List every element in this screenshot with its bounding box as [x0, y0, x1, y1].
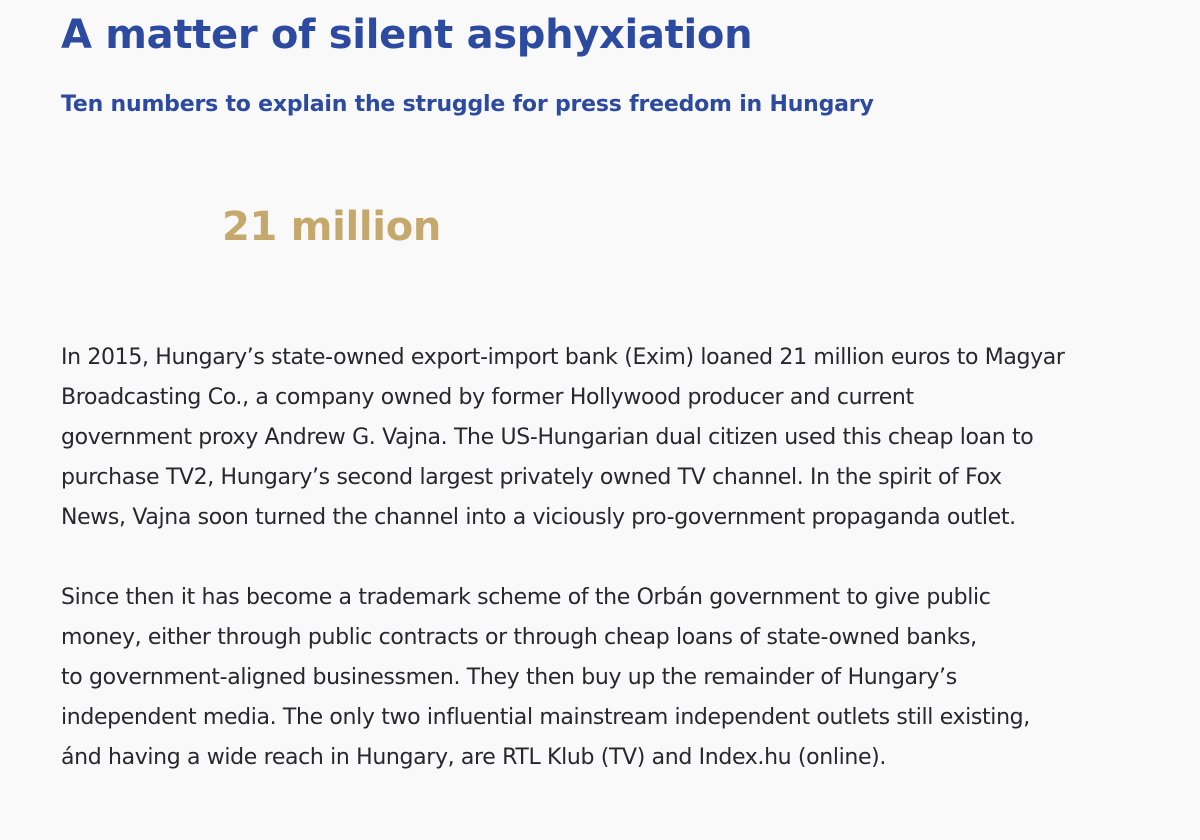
paragraph-line: government proxy Andrew G. Vajna. The US-Hungarian dual citizen used this cheap loan to	[61, 425, 1034, 450]
page-subtitle: Ten numbers to explain the struggle for press freedom in Hungary	[61, 92, 874, 117]
paragraph-line: Since then it has become a trademark scheme of the Orbán government to give public	[61, 585, 991, 610]
paragraph-line: to government-aligned businessmen. They then buy up the remainder of Hungary’s	[61, 665, 957, 690]
paragraph-1	[61, 338, 1171, 538]
stat-highlight: 21 million	[222, 204, 442, 250]
paragraph-2	[61, 578, 1171, 778]
paragraph-line: In 2015, Hungary’s state-owned export-import bank (Exim) loaned 21 million euros to Magyar	[61, 345, 1065, 370]
paragraph-line: Broadcasting Co., a company owned by former Hollywood producer and current	[61, 385, 914, 410]
paragraph-line: ánd having a wide reach in Hungary, are RTL Klub (TV) and Index.hu (online).	[61, 745, 887, 770]
page-title: A matter of silent asphyxiation	[61, 12, 753, 58]
paragraph-line: independent media. The only two influential mainstream independent outlets still existing,	[61, 705, 1030, 730]
paragraph-line: News, Vajna soon turned the channel into a viciously pro-government propaganda outlet.	[61, 505, 1016, 530]
paragraph-line: money, either through public contracts or through cheap loans of state-owned banks,	[61, 625, 977, 650]
paragraph-line: purchase TV2, Hungary’s second largest privately owned TV channel. In the spirit of Fox	[61, 465, 1002, 490]
